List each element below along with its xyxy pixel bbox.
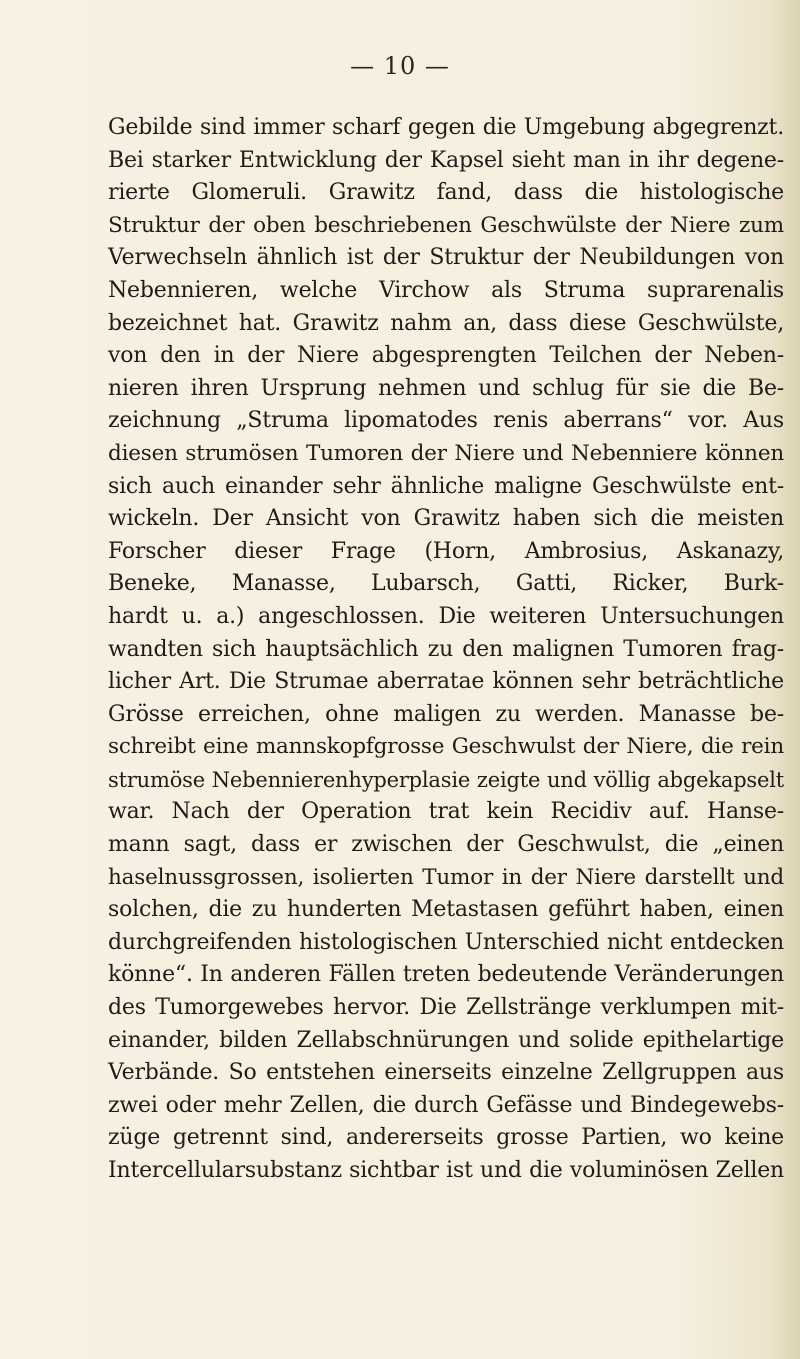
text-line: solchen, die zu hunderten Metastasen geführt haben, einen	[108, 897, 784, 923]
text-line: zwei oder mehr Zellen, die durch Gefässe und Bindegewebs-	[108, 1092, 784, 1118]
text-line: einander, bilden Zellabschnürungen und solide epithelartige	[108, 1027, 784, 1053]
text-line: rierte Glomeruli. Grawitz fand, dass die histologische	[108, 180, 784, 206]
text-line: Gebilde sind immer scharf gegen die Umgebung abgegrenzt.	[108, 115, 784, 140]
text-line: Intercellularsubstanz sichtbar ist und die voluminösen Zellen	[108, 1158, 784, 1183]
text-line: schreibt eine mannskopfgrosse Geschwulst der Niere, die rein	[108, 734, 784, 760]
text-line: zeichnung „Struma lipomatodes renis aberrans“ vor. Aus	[108, 408, 784, 434]
text-line: von den in der Niere abgesprengten Teilchen der Neben-	[108, 343, 784, 369]
text-line: wickeln. Der Ansicht von Grawitz haben sich die meisten	[108, 506, 784, 532]
text-line: sich auch einander sehr ähnliche maligne Geschwülste ent-	[108, 473, 784, 499]
text-line: haselnussgrossen, isolierten Tumor in der Niere darstellt und	[108, 864, 784, 890]
text-line: züge getrennt sind, andererseits grosse Partien, wo keine	[108, 1125, 784, 1151]
text-line: Forscher dieser Frage (Horn, Ambrosius, Askanazy,	[108, 538, 784, 564]
text-line: Verwechseln ähnlich ist der Struktur der Neubildungen von	[108, 245, 784, 271]
page-number: — 10 —	[350, 52, 450, 80]
text-line: könne“. In anderen Fällen treten bedeutende Veränderungen	[108, 962, 784, 988]
text-line: durchgreifenden histologischen Unterschied nicht entdecken	[108, 929, 784, 955]
text-line: nieren ihren Ursprung nehmen und schlug für sie die Be-	[108, 375, 784, 401]
text-line: licher Art. Die Strumae aberratae können sehr beträchtliche	[108, 669, 784, 695]
text-line: wandten sich hauptsächlich zu den malignen Tumoren frag-	[108, 636, 784, 662]
body-text	[108, 112, 784, 1188]
text-line: Nebennieren, welche Virchow als Struma suprarenalis	[108, 277, 784, 303]
text-line: bezeichnet hat. Grawitz nahm an, dass diese Geschwülste,	[108, 310, 784, 336]
text-line: hardt u. a.) angeschlossen. Die weiteren Untersuchungen	[108, 603, 784, 629]
text-line: Struktur der oben beschriebenen Geschwülste der Niere zum	[108, 212, 784, 238]
text-line: Bei starker Entwicklung der Kapsel sieht man in ihr degene-	[108, 147, 784, 173]
text-line: des Tumorgewebes hervor. Die Zellstränge verklumpen mit-	[108, 995, 784, 1021]
text-line: mann sagt, dass er zwischen der Geschwulst, die „einen	[108, 832, 784, 858]
text-line: Verbände. So entstehen einerseits einzelne Zellgruppen aus	[108, 1060, 784, 1086]
text-line: strumöse Nebennierenhyperplasie zeigte und völlig abgekapselt	[108, 767, 784, 792]
text-line: Grösse erreichen, ohne maligen zu werden. Manasse be-	[108, 701, 784, 727]
text-line: war. Nach der Operation trat kein Recidiv auf. Hanse-	[108, 799, 784, 825]
text-line: Beneke, Manasse, Lubarsch, Gatti, Ricker, Burk-	[108, 571, 784, 597]
text-line: diesen strumösen Tumoren der Niere und Nebenniere können	[108, 440, 784, 466]
